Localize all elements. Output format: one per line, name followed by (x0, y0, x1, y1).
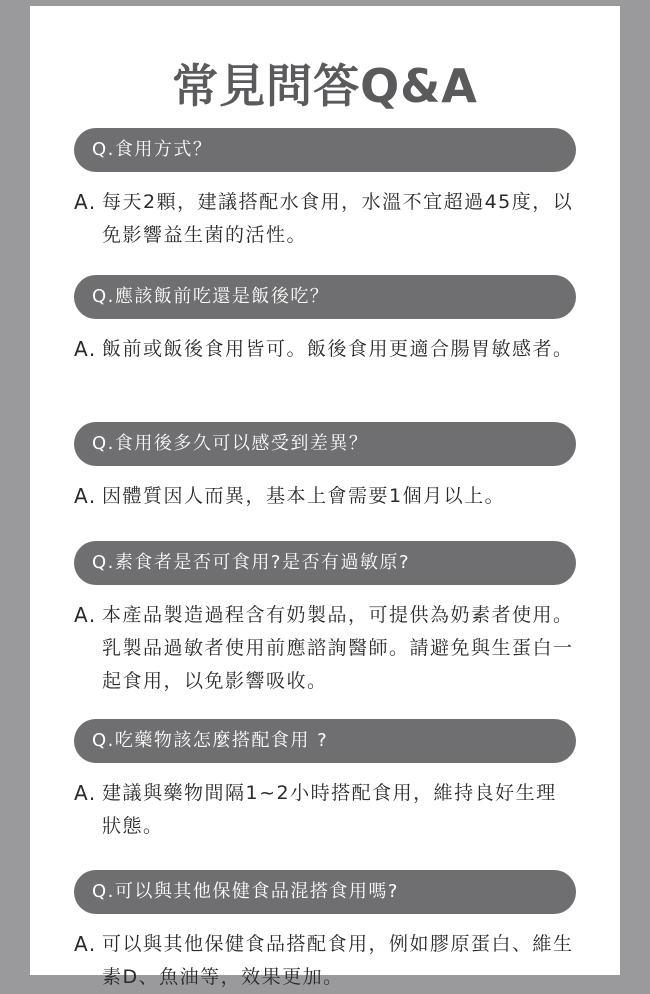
answer-text: 因體質因人而異，基本上會需要1個月以上。 (102, 485, 506, 507)
faq-answer (74, 599, 576, 698)
page-title: 常見問答Q&A (172, 59, 478, 113)
answer-mark: A. (74, 484, 97, 508)
faq-card (30, 6, 620, 988)
faq-item (74, 541, 576, 698)
faq-answer (74, 928, 576, 994)
answer-mark: A. (74, 337, 97, 361)
faq-question: Q.食用後多久可以感受到差異？ (74, 422, 576, 466)
faq-question: Q.可以與其他保健食品混搭食用嗎? (74, 870, 576, 914)
faq-question: Q.素食者是否可食用?是否有過敏原? (74, 541, 576, 585)
faq-item (74, 719, 576, 843)
answer-text: 飯前或飯後食用皆可。飯後食用更適合腸胃敏感者。 (102, 338, 574, 360)
answer-mark: A. (74, 190, 97, 214)
faq-question: Q.食用方式？ (74, 128, 576, 172)
answer-text: 建議與藥物間隔1~2小時搭配食用，維持良好生理狀態。 (102, 782, 557, 837)
answer-mark: A. (74, 932, 97, 956)
faq-answer (74, 186, 576, 252)
faq-answer (74, 480, 576, 513)
faq-question: Q.應該飯前吃還是飯後吃？ (74, 275, 576, 319)
faq-answer (74, 333, 576, 366)
answer-text: 每天2顆，建議搭配水食用，水溫不宜超過45度，以免影響益生菌的活性。 (102, 191, 574, 246)
answer-text: 可以與其他保健食品搭配食用，例如膠原蛋白、維生素D、魚油等，效果更加。 (102, 933, 574, 988)
faq-item (74, 275, 576, 366)
faq-item (74, 422, 576, 513)
answer-mark: A. (74, 603, 97, 627)
faq-item (74, 870, 576, 994)
answer-mark: A. (74, 781, 97, 805)
faq-item (74, 128, 576, 252)
faq-question: Q.吃藥物該怎麼搭配食用 ? (74, 719, 576, 763)
faq-answer (74, 777, 576, 843)
answer-text: 本產品製造過程含有奶製品，可提供為奶素者使用。乳製品過敏者使用前應諮詢醫師。請避免與生蛋白一起食用，以免影響吸收。 (102, 604, 574, 692)
